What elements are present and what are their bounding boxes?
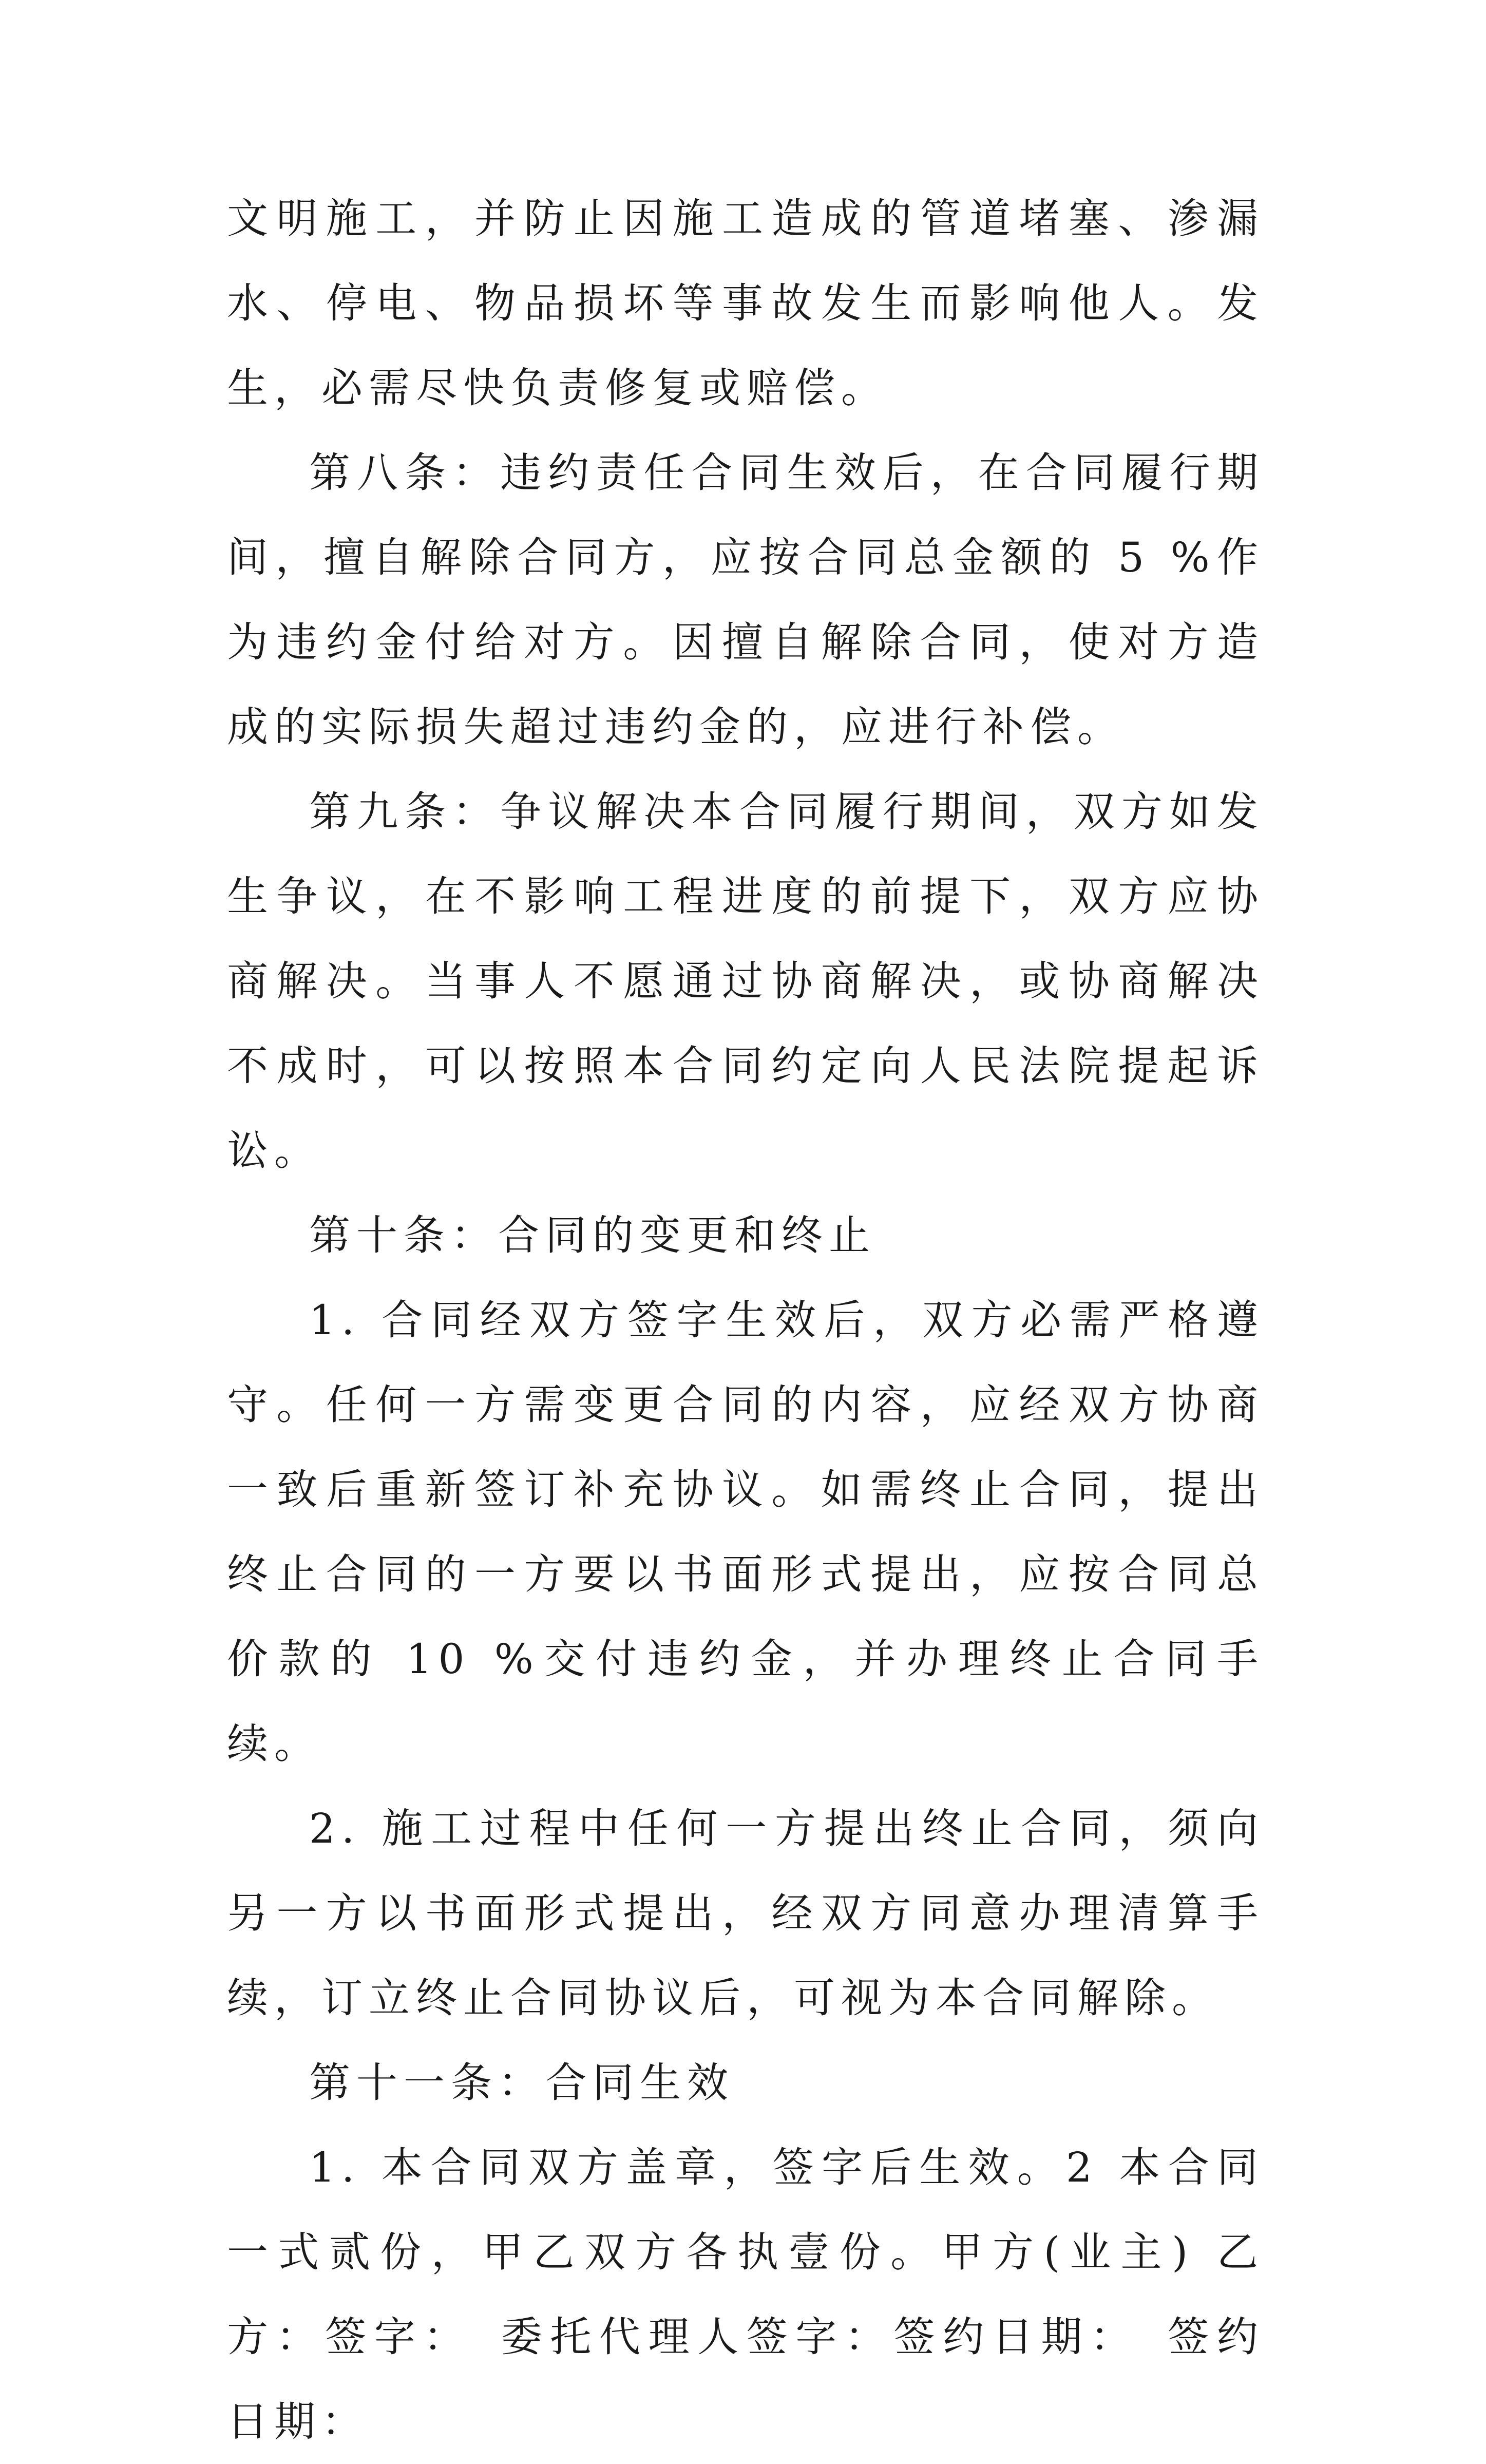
paragraph-article-9-dispute: 第九条：争议解决本合同履行期间，双方如发生争议，在不影响工程进度的前提下，双方应协商解决。当事人不愿通过协商解决，或协商解决不成时，可以按照本合同约定向人民法院提起诉讼。 bbox=[227, 788, 1264, 1174]
heading-article-10: 第十条：合同的变更和终止 bbox=[309, 1211, 876, 1259]
contract-body bbox=[227, 176, 1264, 2464]
paragraph-article-8-breach: 第八条：违约责任合同生效后，在合同履行期间，擅自解除合同方，应按合同总金额的 5 %作为违约金付给对方。因擅自解除合同，使对方造成的实际损失超过违约金的，应进行补偿。 bbox=[227, 449, 1264, 751]
paragraph-article-10-item-2: 2. 施工过程中任何一方提出终止合同，须向另一方以书面形式提出，经双方同意办理清算手续，订立终止合同协议后，可视为本合同解除。 bbox=[227, 1805, 1264, 2022]
paragraph-article-10-item-1: 1. 合同经双方签字生效后，双方必需严格遵守。任何一方需变更合同的内容，应经双方协商一致后重新签订补充协议。如需终止合同，提出终止合同的一方要以书面形式提出，应按合同总价款的 10 %交付违约金，并办理终止合同手续。 bbox=[227, 1296, 1264, 1768]
paragraph-construction-damage: 文明施工，并防止因施工造成的管道堵塞、渗漏水、停电、物品损坏等事故发生而影响他人。发生，必需尽快负责修复或赔偿。 bbox=[227, 195, 1264, 412]
heading-article-11: 第十一条：合同生效 bbox=[309, 2059, 734, 2107]
paragraph-article-11-signatures: 1. 本合同双方盖章，签字后生效。2 本合同一式贰份，甲乙双方各执壹份。甲方(业主) 乙方：签字： 委托代理人签字：签约日期： 签约日期： bbox=[227, 2144, 1264, 2446]
